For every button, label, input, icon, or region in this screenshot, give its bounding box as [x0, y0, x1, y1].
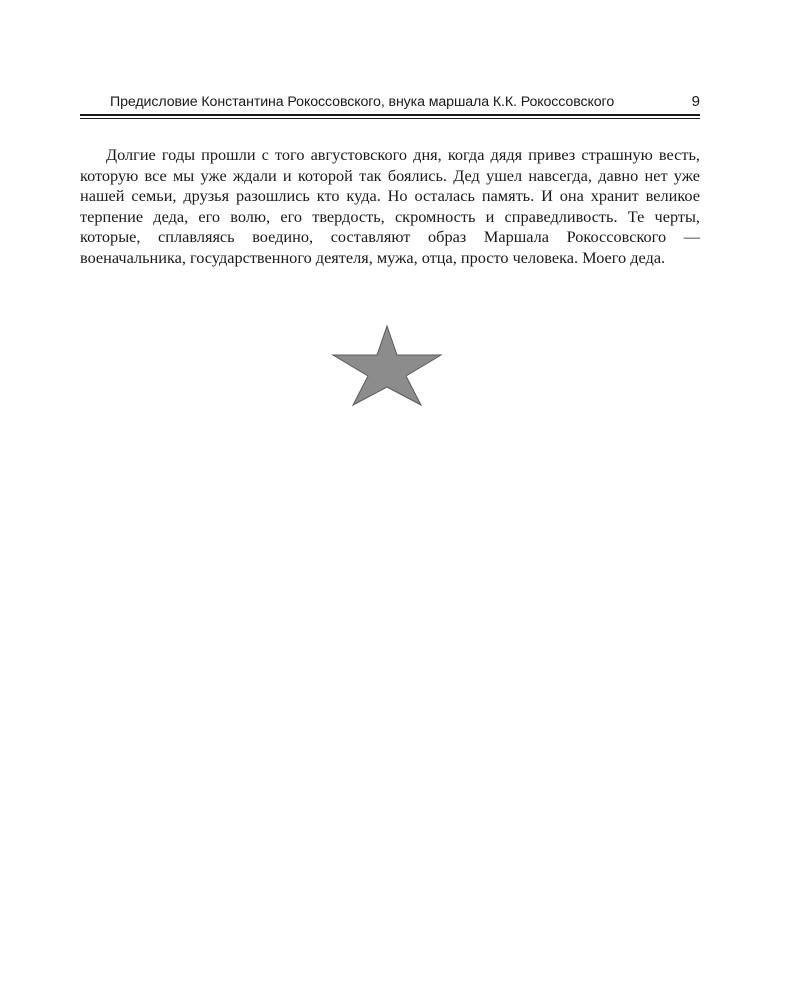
star-shape — [333, 326, 441, 405]
star-icon — [330, 322, 446, 408]
page-number: 9 — [691, 93, 700, 110]
body-paragraph: Долгие годы прошли с того августовского дня, когда дядя привез страшную весть, которую все мы уже ждали и которой так боялись. Дед ушел навсегда, давно нет уже нашей семьи, друзья разошлись кто куда. Но осталась память. И она хранит великое терпение деда, его волю, его твердость, скромность и справедливость. Те черты, которые, сплавляясь воедино, составляют образ Маршала Рокоссовского — военачальника, государственного деятеля, мужа, отца, просто человека. Моего деда. — [80, 145, 700, 267]
running-title: Предисловие Константина Рокоссовского, внука маршала К.К. Рокоссовского — [110, 94, 615, 110]
header-rule-thick — [80, 114, 700, 116]
header-rule-thin — [80, 118, 700, 119]
running-head — [80, 92, 700, 114]
